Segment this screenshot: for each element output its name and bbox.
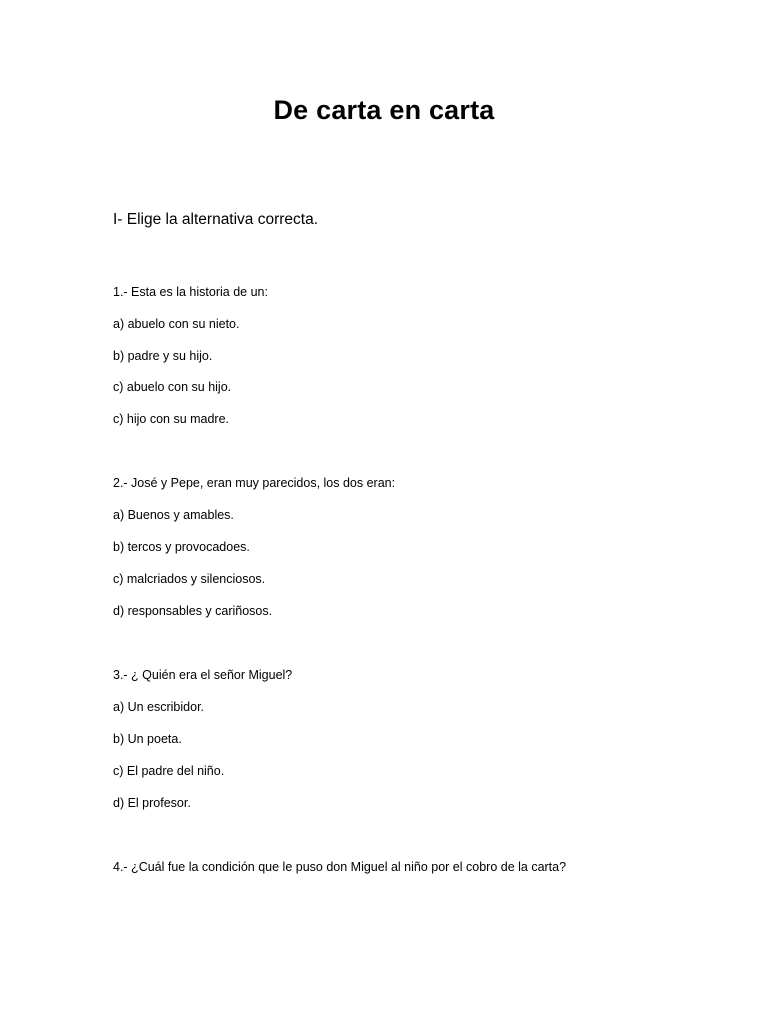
question-1-option-d: c) hijo con su madre. [113, 412, 230, 426]
question-2-prompt: 2.- José y Pepe, eran muy parecidos, los dos eran: [113, 476, 396, 490]
question-1-option-b: b) padre y su hijo. [113, 349, 213, 363]
question-2-option-b: b) tercos y provocadoes. [113, 540, 250, 554]
question-1-option-c: c) abuelo con su hijo. [113, 380, 232, 394]
question-2-option-c: c) malcriados y silenciosos. [113, 572, 266, 586]
question-3-option-a: a) Un escribidor. [113, 700, 205, 714]
question-3-option-d: d) El profesor. [113, 796, 191, 810]
question-4-prompt: 4.- ¿Cuál fue la condición que le puso don Miguel al niño por el cobro de la carta? [113, 860, 567, 874]
question-3-option-b: b) Un poeta. [113, 732, 182, 746]
document-title: De carta en carta [273, 95, 495, 125]
question-2-option-a: a) Buenos y amables. [113, 508, 234, 522]
question-1-prompt: 1.- Esta es la historia de un: [113, 285, 268, 299]
question-2-option-d: d) responsables y cariñosos. [113, 604, 273, 618]
section-heading: I- Elige la alternativa correcta. [113, 211, 319, 228]
question-3-option-c: c) El padre del niño. [113, 764, 225, 778]
question-3-prompt: 3.- ¿ Quién era el señor Miguel? [113, 668, 293, 682]
question-1-option-a: a) abuelo con su nieto. [113, 317, 240, 331]
